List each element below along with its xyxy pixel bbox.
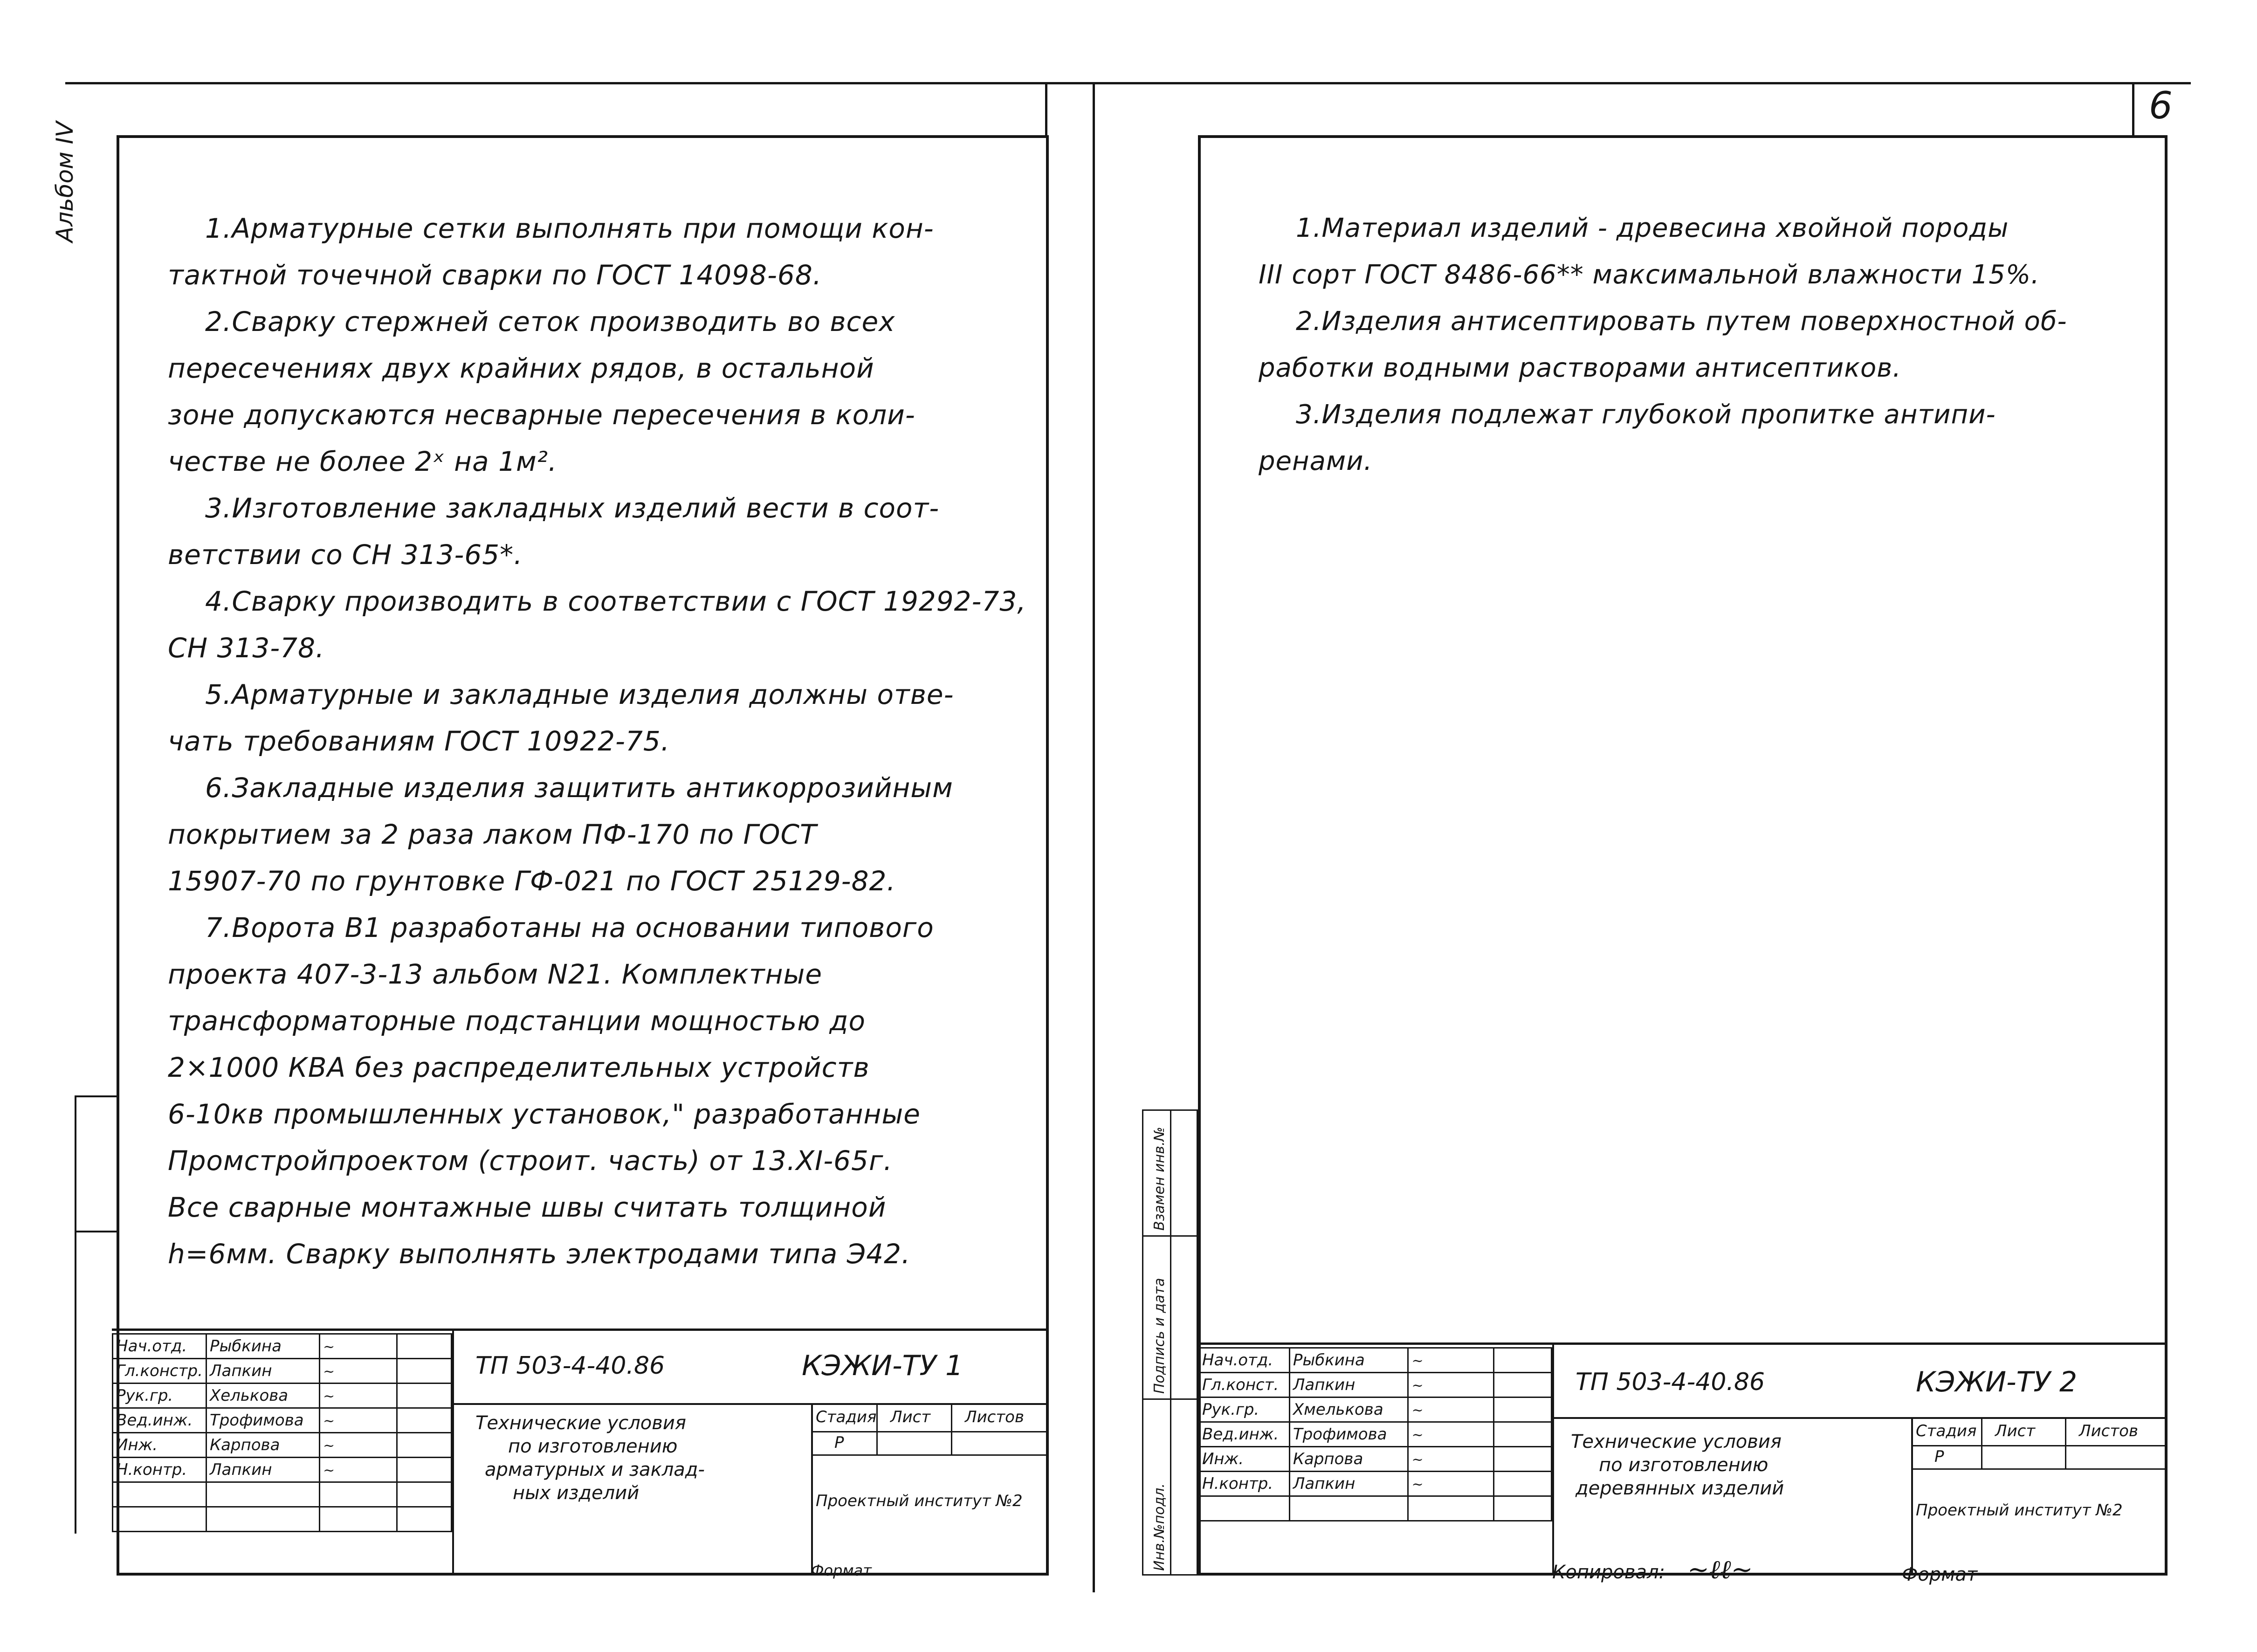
left-title-block [112, 1328, 1049, 1576]
right-signature-table [1198, 1347, 1552, 1521]
role-cell: Гл.констр. [113, 1359, 206, 1384]
date-cell [1494, 1447, 1552, 1472]
right-doc-code: КЭЖИ-ТУ 2 [1916, 1366, 2078, 1398]
right-stage-row-2 [1911, 1468, 2168, 1470]
name-cell: Карпова [206, 1433, 319, 1458]
left-note-line: 6-10кв промышленных установок," разработанные [168, 1098, 921, 1130]
left-note-line: тактной точечной сварки по ГОСТ 14098-68. [168, 259, 822, 291]
name-cell [206, 1482, 319, 1507]
left-note-line: ветствии со СН 313-65*. [168, 539, 523, 571]
date-cell [1494, 1397, 1552, 1422]
table-row [113, 1507, 452, 1532]
copier-signature: ~ℓℓ~ [1687, 1555, 1753, 1585]
left-note-line: 2.Сварку стержней сеток производить во всех [205, 306, 895, 337]
date-cell [397, 1359, 451, 1384]
name-cell: Рыбкина [206, 1334, 319, 1359]
signature-cell: ~ [319, 1334, 397, 1359]
left-title-line-1: Технические условия [475, 1412, 686, 1434]
date-cell [397, 1458, 451, 1482]
left-note-line: 7.Ворота В1 разработаны на основании типового [205, 912, 934, 943]
right-format-label: Формат [1902, 1564, 1978, 1585]
left-note-line: трансформаторные подстанции мощностью до [168, 1005, 866, 1037]
side-stamp-label-1: Инв.№подл. [1151, 1483, 1168, 1571]
right-title-line-1: Технические условия [1571, 1431, 1782, 1452]
right-tb-hdivider-1 [1552, 1417, 2168, 1419]
signature-cell: ~ [319, 1384, 397, 1408]
left-project-code: ТП 503-4-40.86 [475, 1352, 665, 1380]
role-cell: Рук.гр. [1199, 1397, 1290, 1422]
left-stage-col-2 [951, 1403, 952, 1454]
role-cell [1199, 1496, 1290, 1521]
name-cell: Лапкин [1289, 1472, 1408, 1496]
left-stage-row-1 [811, 1431, 1049, 1432]
signature-cell: ~ [1408, 1422, 1494, 1447]
left-note-line: 6.Закладные изделия защитить антикоррозийным [205, 772, 953, 804]
name-cell: Трофимова [1289, 1422, 1408, 1447]
signature-cell: ~ [1408, 1348, 1494, 1373]
right-stage-value: Р [1934, 1447, 1944, 1466]
name-cell: Хелькова [206, 1384, 319, 1408]
right-note-line: 2.Изделия антисептировать путем поверхностной об- [1296, 306, 2067, 337]
date-cell [1494, 1348, 1552, 1373]
left-note-line: Промстройпроектом (строит. часть) от 13.XI-65г. [168, 1145, 893, 1177]
left-note-line: h=6мм. Сварку выполнять электродами типа Э42. [168, 1238, 911, 1270]
date-cell [1494, 1472, 1552, 1496]
left-stage-row-2 [811, 1454, 1049, 1456]
signature-cell: ~ [1408, 1447, 1494, 1472]
table-row [1199, 1472, 1552, 1496]
top-divider-right [2132, 82, 2134, 138]
right-stage-col-1 [1981, 1417, 1982, 1468]
left-note-line: проекта 407-3-13 альбом N21. Комплектные [168, 958, 823, 990]
signature-cell: ~ [319, 1359, 397, 1384]
side-stamp-label-2: Подпись и дата [1151, 1278, 1168, 1394]
name-cell [206, 1507, 319, 1532]
right-stage-label: Стадия [1916, 1422, 1977, 1440]
right-title-line-3: деревянных изделий [1576, 1478, 1784, 1499]
table-row [113, 1482, 452, 1507]
name-cell: Рыбкина [1289, 1348, 1408, 1373]
signature-cell: ~ [319, 1458, 397, 1482]
left-note-line: пересечениях двух крайних рядов, в остальной [168, 352, 874, 384]
table-row [1199, 1348, 1552, 1373]
left-note-line: 4.Сварку производить в соответствии с ГОСТ 19292-73, [205, 585, 1026, 617]
left-margin-mark-2 [75, 1231, 117, 1232]
left-title-line-3: арматурных и заклад- [485, 1459, 705, 1480]
left-note-line: СН 313-78. [168, 632, 325, 664]
role-cell: Инж. [113, 1433, 206, 1458]
role-cell [113, 1482, 206, 1507]
signature-cell [319, 1482, 397, 1507]
role-cell: Нач.отд. [1199, 1348, 1290, 1373]
name-cell [1289, 1496, 1408, 1521]
table-row [1199, 1447, 1552, 1472]
side-stamp-label-3: Взамен инв.№ [1151, 1127, 1168, 1231]
date-cell [397, 1408, 451, 1433]
table-row [1199, 1397, 1552, 1422]
left-format-label: Формат [811, 1562, 872, 1579]
right-sheets-label: Листов [2079, 1422, 2139, 1440]
date-cell [397, 1507, 451, 1532]
right-stage-col-2 [2065, 1417, 2066, 1468]
role-cell: Инж. [1199, 1447, 1290, 1472]
left-note-line: Все сварные монтажные швы считать толщиной [168, 1191, 887, 1223]
left-stage-divider [811, 1403, 813, 1576]
name-cell: Лапкин [206, 1359, 319, 1384]
side-stamp-row-1 [1142, 1235, 1198, 1237]
left-note-line: чать требованиям ГОСТ 10922-75. [168, 725, 670, 757]
name-cell: Лапкин [206, 1458, 319, 1482]
right-note-line: III сорт ГОСТ 8486-66** максимальной влажности 15%. [1259, 260, 2040, 290]
left-stage-label: Стадия [816, 1408, 877, 1426]
signature-cell [1408, 1496, 1494, 1521]
side-stamp-divider [1170, 1109, 1171, 1576]
left-note-line: покрытием за 2 раза лаком ПФ-170 по ГОСТ [168, 819, 817, 850]
right-title-line-2: по изготовлению [1599, 1454, 1768, 1476]
table-row [113, 1384, 452, 1408]
signature-cell: ~ [1408, 1373, 1494, 1397]
table-row [113, 1433, 452, 1458]
table-row [1199, 1422, 1552, 1447]
right-note-line: 3.Изделия подлежат глубокой пропитке антипи- [1296, 399, 1996, 430]
album-label: Альбом IV [51, 121, 78, 242]
right-copied-label: Копировал: [1552, 1562, 1665, 1583]
right-note-line: ренами. [1259, 446, 1373, 476]
date-cell [1494, 1496, 1552, 1521]
top-border-line [65, 82, 2191, 84]
left-note-line: 2×1000 КВА без распределительных устройств [168, 1052, 870, 1083]
left-note-line: 1.Арматурные сетки выполнять при помощи кон- [205, 213, 934, 244]
sheet-number: 6 [2149, 84, 2173, 127]
right-stage-row-1 [1911, 1445, 2168, 1446]
right-note-line: работки водными растворами антисептиков. [1259, 353, 1902, 383]
right-tb-vdivider [1552, 1342, 1554, 1576]
left-title-line-4: ных изделий [513, 1482, 640, 1504]
date-cell [1494, 1422, 1552, 1447]
table-row [1199, 1496, 1552, 1521]
table-row [113, 1408, 452, 1433]
signature-cell [319, 1507, 397, 1532]
right-title-block [1198, 1342, 2168, 1576]
role-cell: Нач.отд. [113, 1334, 206, 1359]
left-doc-code: КЭЖИ-ТУ 1 [802, 1349, 963, 1382]
left-tb-hdivider-1 [452, 1403, 1049, 1405]
right-institute: Проектный институт №2 [1916, 1501, 2123, 1520]
right-project-code: ТП 503-4-40.86 [1576, 1368, 1765, 1396]
side-stamp-row-2 [1142, 1398, 1198, 1400]
role-cell: Н.контр. [113, 1458, 206, 1482]
role-cell: Рук.гр. [113, 1384, 206, 1408]
right-stage-divider [1911, 1417, 1913, 1576]
left-tb-top-line [112, 1328, 1049, 1331]
table-row [113, 1359, 452, 1384]
left-margin-bar [75, 1095, 76, 1534]
date-cell [397, 1482, 451, 1507]
name-cell: Карпова [1289, 1447, 1408, 1472]
signature-cell: ~ [319, 1433, 397, 1458]
left-note-line: зоне допускаются несварные пересечения в коли- [168, 399, 915, 431]
role-cell: Н.контр. [1199, 1472, 1290, 1496]
top-divider-left [1045, 82, 1047, 138]
right-tb-top-line [1198, 1342, 2168, 1345]
table-row [1199, 1373, 1552, 1397]
signature-cell: ~ [319, 1408, 397, 1433]
left-tb-vdivider [452, 1328, 454, 1576]
left-stage-value: Р [834, 1433, 844, 1452]
left-title-line-2: по изготовлению [508, 1436, 678, 1457]
table-row [113, 1334, 452, 1359]
date-cell [1494, 1373, 1552, 1397]
left-institute: Проектный институт №2 [816, 1492, 1023, 1510]
left-sheets-label: Листов [965, 1408, 1025, 1426]
name-cell: Хмелькова [1289, 1397, 1408, 1422]
signature-cell: ~ [1408, 1472, 1494, 1496]
top-divider-center [1093, 82, 1095, 1592]
right-sheet-label: Лист [1995, 1422, 2036, 1440]
left-note-line: честве не более 2ˣ на 1м². [168, 446, 557, 477]
signature-cell: ~ [1408, 1397, 1494, 1422]
date-cell [397, 1334, 451, 1359]
role-cell: Вед.инж. [113, 1408, 206, 1433]
date-cell [397, 1384, 451, 1408]
role-cell [113, 1507, 206, 1532]
right-note-line: 1.Материал изделий - древесина хвойной породы [1296, 213, 2009, 243]
date-cell [397, 1433, 451, 1458]
role-cell: Вед.инж. [1199, 1422, 1290, 1447]
left-note-line: 5.Арматурные и закладные изделия должны отве- [205, 679, 954, 710]
name-cell: Трофимова [206, 1408, 319, 1433]
left-signature-table [112, 1333, 452, 1532]
right-notes [1259, 205, 2154, 485]
table-row [113, 1458, 452, 1482]
left-margin-mark-1 [75, 1095, 117, 1097]
left-notes [168, 205, 1044, 1277]
left-note-line: 3.Изготовление закладных изделий вести в соот- [205, 492, 940, 524]
name-cell: Лапкин [1289, 1373, 1408, 1397]
role-cell: Гл.конст. [1199, 1373, 1290, 1397]
left-sheet-label: Лист [890, 1408, 931, 1426]
left-note-line: 15907-70 по грунтовке ГФ-021 по ГОСТ 25129-82. [168, 865, 896, 897]
